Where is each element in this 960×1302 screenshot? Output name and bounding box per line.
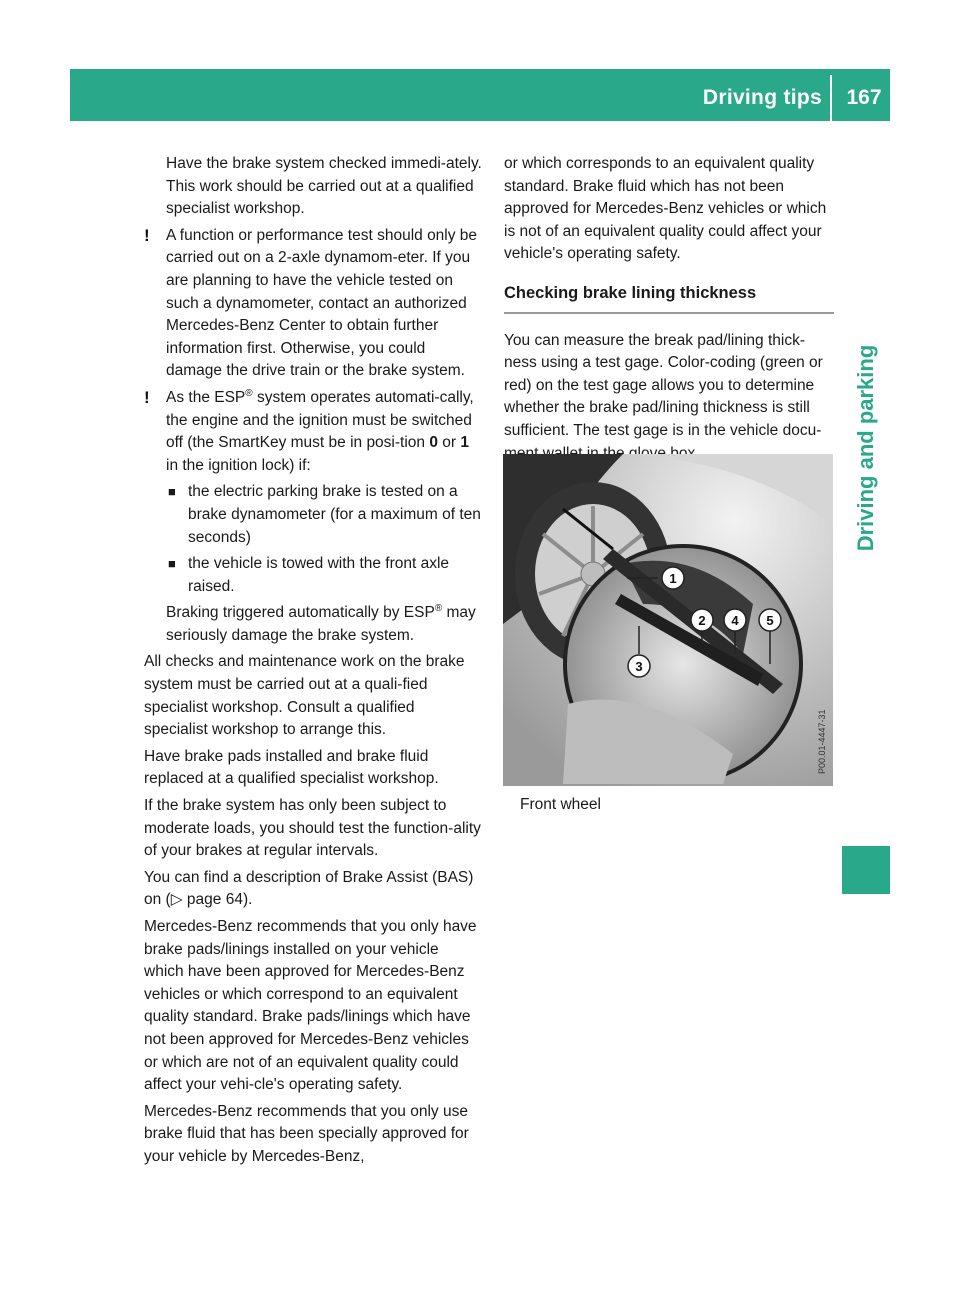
warning-icon: ! bbox=[144, 387, 150, 407]
left-column bbox=[144, 153, 482, 1173]
paragraph-moderate-loads: If the brake system has only been subject to moderate loads, you should test the function-ality of your brakes at regular intervals. bbox=[144, 797, 481, 860]
paragraph-continuation: or which corresponds to an equivalent quality standard. Brake fluid which has not been approved for Mercedes-Benz vehicles or which is not of an equivalent quality could affect your vehicle's operating safety. bbox=[504, 155, 827, 263]
bullet-icon: ■ bbox=[168, 556, 176, 572]
position-0: 0 bbox=[429, 434, 438, 452]
registered-mark: ® bbox=[434, 603, 443, 615]
side-marker-square bbox=[842, 846, 890, 894]
figure-marker-2: 2 bbox=[698, 613, 706, 628]
page-section-title: Driving tips bbox=[702, 86, 822, 109]
figure-code: P00.01-4447-31 bbox=[817, 709, 827, 774]
side-chapter-label: Driving and parking bbox=[853, 344, 878, 552]
warning-esp: ! As the ESP® system operates automati-cally, the engine and the ignition must be switched off (the SmartKey must be in posi-tion 0 or 1 in the ignition lock) if: bbox=[144, 387, 474, 474]
figure-marker-5: 5 bbox=[766, 613, 774, 628]
figure-caption: Front wheel bbox=[520, 796, 601, 813]
paragraph-fluid-recommendation: Mercedes-Benz recommends that you only use brake fluid that has been specially approved for your vehicle by Mercedes-Benz, bbox=[144, 1102, 469, 1165]
figure-marker-4: 4 bbox=[731, 613, 739, 628]
figure-marker-3: 3 bbox=[635, 659, 643, 674]
section-heading: Checking brake lining thickness bbox=[504, 282, 834, 314]
figure-marker-1: 1 bbox=[669, 571, 677, 586]
esp-note: Braking triggered automatically by ESP® may seriously damage the brake system. bbox=[166, 603, 476, 644]
paragraph-pad-recommendation: Mercedes-Benz recommends that you only have brake pads/linings installed on your vehicle which have been approved for Mercedes-Benz vehicles or which correspond to an equivalent quality standard. Brake pads/linings which have not been approved for Mercedes-Benz vehicles or which are not of an equivalent quality could affect your vehi-cle's operating safety. bbox=[144, 918, 477, 1094]
position-1: 1 bbox=[460, 434, 469, 452]
list-item: ■ the electric parking brake is tested on a brake dynamometer (for a maximum of ten seconds) bbox=[168, 483, 481, 546]
warning-dynamometer-text: A function or performance test should only be carried out on a 2-axle dynamom-eter. If you are planning to have the vehicle tested on such a dynamometer, contact an authorized Mercedes-Benz Center to obtain further information first. Otherwise, you could damage the drive train or the brake system. bbox=[166, 226, 478, 380]
warning-icon: ! bbox=[144, 225, 150, 245]
paragraph-lining-check: You can measure the break pad/lining thick-ness using a test gage. Color-coding (green or red) on the test gage allows you to determine whether the brake pad/lining thickness is still sufficient. The test gage is in the vehicle docu- bbox=[504, 331, 823, 439]
right-column bbox=[504, 153, 834, 469]
side-chapter-tab bbox=[842, 253, 890, 643]
paragraph-pads-installed: Have brake pads installed and brake fluid replaced at a qualified specialist workshop. bbox=[144, 747, 439, 788]
registered-mark: ® bbox=[245, 387, 253, 399]
header-divider bbox=[830, 75, 832, 121]
bullet-icon: ■ bbox=[168, 484, 176, 500]
intro-paragraph: Have the brake system checked immedi-ately. This work should be carried out at a qualified specialist workshop. bbox=[166, 155, 482, 218]
front-wheel-illustration bbox=[503, 454, 833, 786]
list-item: ■ the vehicle is towed with the front axle raised. bbox=[168, 555, 450, 595]
page-number: 167 bbox=[846, 86, 882, 109]
paragraph-checks: All checks and maintenance work on the brake system must be carried out at a quali-fied specialist workshop. Consult a qualified specialist workshop to arrange this. bbox=[144, 653, 465, 739]
warning-dynamometer bbox=[144, 225, 482, 383]
front-wheel-figure bbox=[503, 454, 833, 786]
paragraph-bas-reference: You can find a description of Brake Assist (BAS) on (▷ page 64). bbox=[144, 868, 474, 909]
